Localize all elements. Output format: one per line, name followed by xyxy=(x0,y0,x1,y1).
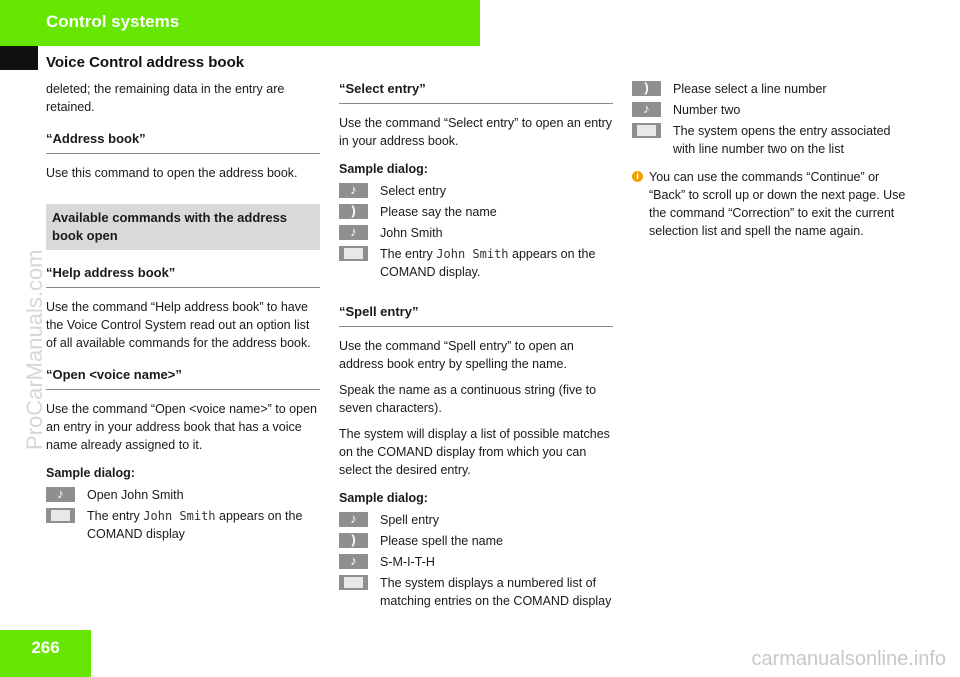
dialog-text: Spell entry xyxy=(380,513,440,527)
speak-icon xyxy=(339,225,368,240)
display-icon xyxy=(339,575,368,590)
page-title: Voice Control address book xyxy=(46,54,245,71)
dialog-text: Open John Smith xyxy=(87,488,184,502)
display-name: John Smith xyxy=(143,509,216,523)
display-name: John Smith xyxy=(436,247,509,261)
speak-icon xyxy=(339,183,368,198)
spell-text-1: Use the command “Spell entry” to open an address book entry by spelling the name. xyxy=(339,339,574,371)
dialog-text: John Smith xyxy=(380,226,443,240)
dialog-text: Please spell the name xyxy=(380,534,503,548)
speak-icon xyxy=(339,512,368,527)
heading-open-voice-name: “Open <voice name>” xyxy=(46,366,320,390)
dialog-line xyxy=(339,245,613,281)
column-1 xyxy=(46,80,320,546)
dialog-text: The entry John Smith appears on the COMAND display. xyxy=(380,247,596,279)
dialog-text: The entry John Smith appears on the COMAND display xyxy=(87,509,303,541)
dialog-text: Number two xyxy=(673,103,741,117)
section-title: Control systems xyxy=(46,12,180,31)
sample-dialog-label: Sample dialog: xyxy=(339,491,428,505)
dialog-line xyxy=(339,182,613,200)
dialog-line xyxy=(339,553,613,571)
sample-dialog-label: Sample dialog: xyxy=(46,466,135,480)
column-3 xyxy=(632,80,906,240)
spell-text-3: The system will display a list of possible matches on the COMAND display from which you can select the desired entry. xyxy=(339,427,610,477)
dialog-line xyxy=(632,101,906,119)
watermark-bottom: carmanualsonline.info xyxy=(751,648,946,670)
sample-dialog-label: Sample dialog: xyxy=(339,162,428,176)
display-icon xyxy=(632,123,661,138)
select-text: Use the command “Select entry” to open an entry in your address book. xyxy=(339,116,613,148)
dialog-text: Select entry xyxy=(380,184,447,198)
system-voice-icon xyxy=(339,204,368,219)
open-text: Use the command “Open <voice name>” to open an entry in your address book that has a voice name already assigned to it. xyxy=(46,402,317,452)
heading-select-entry: “Select entry” xyxy=(339,80,613,104)
speak-icon xyxy=(46,487,75,502)
dialog-line xyxy=(339,574,613,610)
spell-text-2: Speak the name as a continuous string (five to seven characters). xyxy=(339,383,597,415)
dialog-text: Please say the name xyxy=(380,205,497,219)
heading-spell-entry: “Spell entry” xyxy=(339,303,613,327)
address-book-text: Use this command to open the address book. xyxy=(46,166,298,180)
dialog-text: The system opens the entry associated with line number two on the list xyxy=(673,124,891,156)
display-icon xyxy=(46,508,75,523)
commands-box-heading: Available commands with the address book open xyxy=(46,204,320,250)
speak-icon xyxy=(339,554,368,569)
dialog-line xyxy=(632,122,906,158)
dialog-text: S-M-I-T-H xyxy=(380,555,435,569)
speak-icon xyxy=(632,102,661,117)
column-2 xyxy=(339,80,613,613)
intro-text: deleted; the remaining data in the entry are retained. xyxy=(46,82,285,114)
info-note xyxy=(632,168,906,240)
page-number: 266 xyxy=(31,638,60,657)
display-icon xyxy=(339,246,368,261)
heading-address-book: “Address book” xyxy=(46,130,320,154)
dialog-line xyxy=(339,511,613,529)
section-tab-marker xyxy=(0,46,38,70)
dialog-text: Please select a line number xyxy=(673,82,827,96)
watermark-left: ProCarManuals.com xyxy=(22,249,47,450)
heading-help-address-book: “Help address book” xyxy=(46,264,320,288)
help-text: Use the command “Help address book” to have the Voice Control System read out an option list of all available commands for the address book. xyxy=(46,300,311,350)
dialog-line xyxy=(46,507,320,543)
system-voice-icon xyxy=(632,81,661,96)
dialog-line xyxy=(339,532,613,550)
info-text: You can use the commands “Continue” or “Back” to scroll up or down the next page. Use the command “Correction” to exit the current selection list and spell the name again. xyxy=(649,170,906,238)
dialog-text: The system displays a numbered list of matching entries on the COMAND display xyxy=(380,576,612,608)
dialog-line xyxy=(339,203,613,221)
info-icon: i xyxy=(632,171,643,182)
system-voice-icon xyxy=(339,533,368,548)
dialog-line xyxy=(632,80,906,98)
dialog-line xyxy=(339,224,613,242)
dialog-line xyxy=(46,486,320,504)
